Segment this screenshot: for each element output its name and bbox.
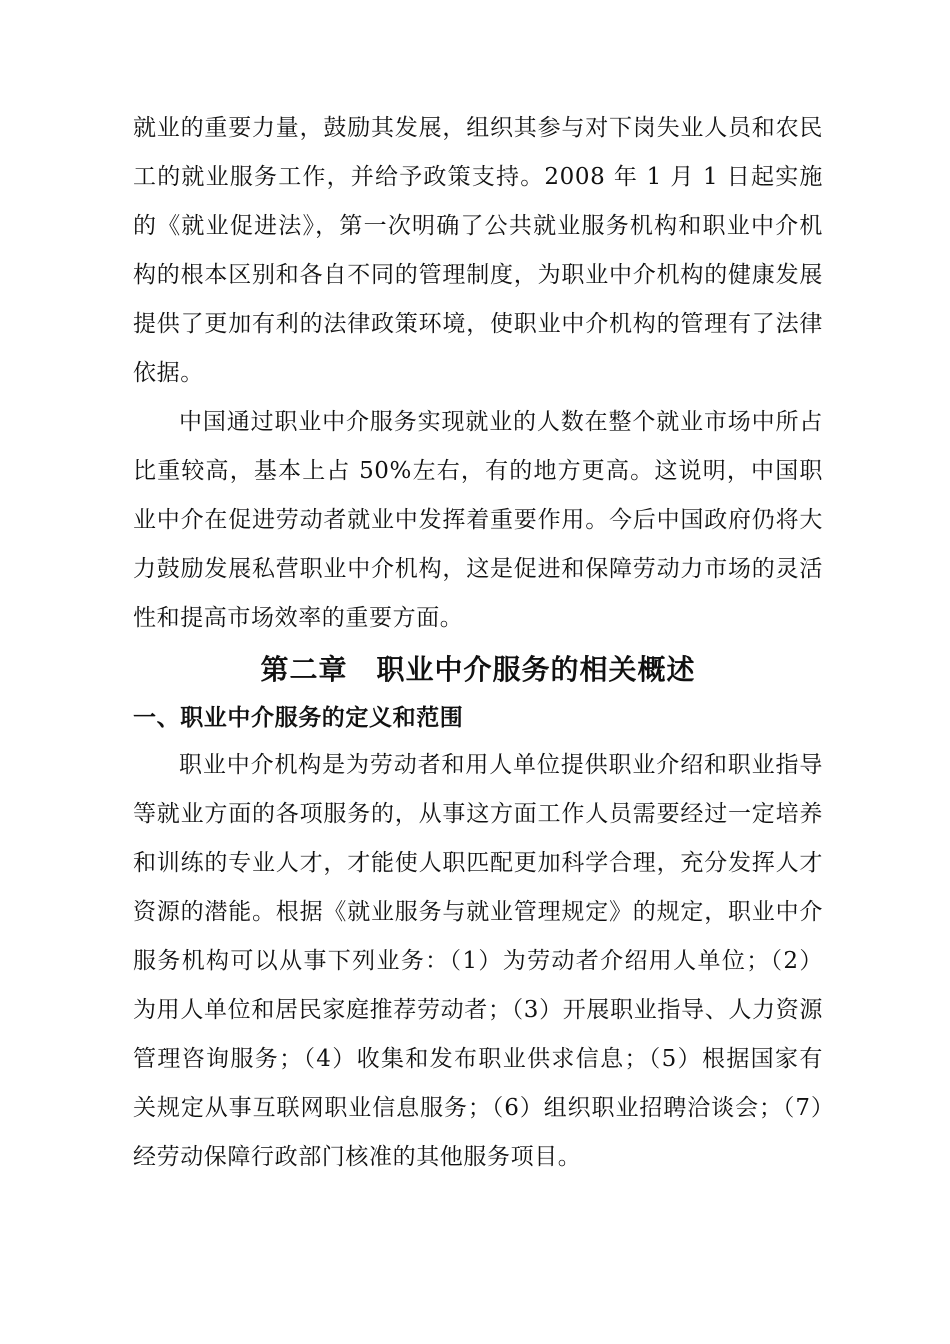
paragraph-employment-promotion-law: 就业的重要力量，鼓励其发展，组织其参与对下岗失业人员和农民工的就业服务工作，并给予政策支持。2008 年 1 月 1 日起实施的《就业促进法》，第一次明确了公共就业服务机构和职业中介机构的根本区别和各自不同的管理制度，为职业中介机构的健康发展提供了更加有利的法律政策环境，使职业中介机构的管理有了法律依据。: [133, 115, 823, 386]
document-body: [133, 104, 823, 1182]
section-heading: 一、职业中介服务的定义和范围: [133, 704, 464, 731]
paragraph-intermediary-definition: 职业中介机构是为劳动者和用人单位提供职业介绍和职业指导等就业方面的各项服务的，从事这方面工作人员需要经过一定培养和训练的专业人才，才能使人职匹配更加科学合理，充分发挥人才资源的潜能。根据《就业服务与就业管理规定》的规定，职业中介服务机构可以从事下列业务：（1）为劳动者介绍用人单位；（2）为用人单位和居民家庭推荐劳动者；（3）开展职业指导、人力资源管理咨询服务；（4）收集和发布职业供求信息；（5）根据国家有关规定从事互联网职业信息服务；（6）组织职业招聘洽谈会；（7）经劳动保障行政部门核准的其他服务项目。: [133, 752, 823, 1170]
chapter-title: 第二章 职业中介服务的相关概述: [260, 653, 696, 686]
paragraph-intermediary-share: 中国通过职业中介服务实现就业的人数在整个就业市场中所占比重较高，基本上占 50%左右，有的地方更高。这说明，中国职业中介在促进劳动者就业中发挥着重要作用。今后中国政府仍将大力鼓励发展私营职业中介机构，这是促进和保障劳动力市场的灵活性和提高市场效率的重要方面。: [133, 409, 823, 631]
